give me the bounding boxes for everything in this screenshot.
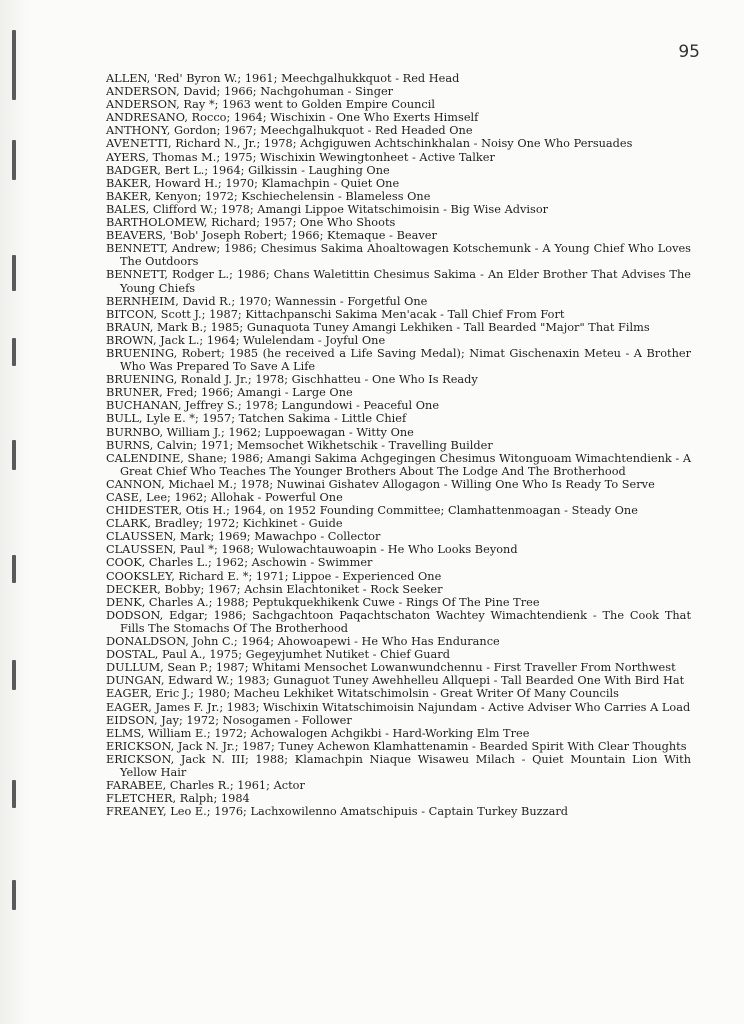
- list-item: BAKER, Howard H.; 1970; Klamachpin - Quiet One: [106, 176, 400, 190]
- name-list: [106, 72, 691, 818]
- list-item: CLAUSSEN, Paul *; 1968; Wulowachtauwoapin - He Who Looks Beyond: [106, 543, 518, 557]
- binding-mark: [12, 30, 16, 100]
- list-item: BALES, Clifford W.; 1978; Amangi Lippoe Witatschimoisin - Big Wise Advisor: [106, 202, 549, 216]
- list-item: AYERS, Thomas M.; 1975; Wischixin Wewingtonheet - Active Talker: [106, 150, 495, 164]
- list-item: DONALDSON, John C.; 1964; Ahowoapewi - He Who Has Endurance: [106, 635, 500, 649]
- list-item: DOSTAL, Paul A., 1975; Gegeyjumhet Nutiket - Chief Guard: [106, 648, 450, 662]
- list-item: EAGER, Eric J.; 1980; Macheu Lekhiket Witatschimolsin - Great Writer Of Many Councils: [106, 687, 619, 701]
- list-item: BENNETT, Andrew; 1986; Chesimus Sakima Ahoaltowagen Kotschemunk - A Young Chief Who Loves The Outdoors: [106, 242, 691, 269]
- list-item: CLAUSSEN, Mark; 1969; Mawachpo - Collector: [106, 530, 381, 544]
- list-item: ANDERSON, David; 1966; Nachgohuman - Singer: [106, 85, 394, 99]
- binding-mark: [12, 338, 16, 366]
- list-item: BURNS, Calvin; 1971; Memsochet Wikhetschik - Travelling Builder: [106, 438, 493, 452]
- list-item: BROWN, Jack L.; 1964; Wulelendam - Joyful One: [106, 333, 386, 347]
- list-item: COOK, Charles L.; 1962; Aschowin - Swimmer: [106, 556, 373, 570]
- binding-mark: [12, 555, 16, 583]
- list-item: AVENETTI, Richard N., Jr.; 1978; Achgiguwen Achtschinkhalan - Noisy One Who Persuades: [106, 137, 633, 151]
- list-item: BEAVERS, 'Bob' Joseph Robert; 1966; Ktemaque - Beaver: [106, 229, 437, 243]
- list-item: FLETCHER, Ralph; 1984: [106, 792, 250, 806]
- binding-mark: [12, 660, 16, 690]
- list-item: BRUNER, Fred; 1966; Amangi - Large One: [106, 386, 353, 400]
- list-item: CLARK, Bradley; 1972; Kichkinet - Guide: [106, 517, 343, 531]
- list-item: ANDRESANO, Rocco; 1964; Wischixin - One Who Exerts Himself: [106, 111, 479, 125]
- list-item: ALLEN, 'Red' Byron W.; 1961; Meechgalhukkquot - Red Head: [106, 72, 460, 85]
- list-item: DUNGAN, Edward W.; 1983; Gunaguot Tuney Awehhelleu Allquepi - Tall Bearded One With Bird Hat: [106, 674, 685, 688]
- list-item: BRUENING, Ronald J. Jr.; 1978; Gischhatteu - One Who Is Ready: [106, 373, 478, 387]
- list-item: COOKSLEY, Richard E. *; 1971; Lippoe - Experienced One: [106, 569, 442, 583]
- list-item: EIDSON, Jay; 1972; Nosogamen - Follower: [106, 713, 352, 727]
- list-item: DENK, Charles A.; 1988; Peptukquekhikenk Cuwe - Rings Of The Pine Tree: [106, 595, 540, 609]
- list-item: BRUENING, Robert; 1985 (he received a Life Saving Medal); Nimat Gischenaxin Meteu - A Brother Who Was Prepared To Save A Life: [106, 346, 691, 374]
- binding-mark: [12, 440, 16, 470]
- page-number: 95: [678, 42, 700, 62]
- list-item: CASE, Lee; 1962; Allohak - Powerful One: [106, 491, 343, 504]
- list-item: DODSON, Edgar; 1986; Sachgachtoon Paqachtschaton Wachtey Wimachtendienk - The Cook That Fills The Stomachs Of The Brotherhood: [106, 608, 691, 635]
- list-item: CALENDINE, Shane; 1986; Amangi Sakima Achgegingen Chesimus Witonguoam Wimachtendienk - A Great Chief Who Teaches The Younger Brothers About The Lodge And The Brotherhood: [106, 451, 691, 478]
- list-item: FARABEE, Charles R.; 1961; Actor: [106, 779, 305, 793]
- binding-mark: [12, 255, 16, 291]
- binding-mark: [12, 140, 16, 180]
- list-item: CHIDESTER, Otis H.; 1964, on 1952 Founding Committee; Clamhattenmoagan - Steady One: [106, 504, 638, 518]
- binding-mark: [12, 880, 16, 910]
- binding-mark: [12, 780, 16, 808]
- list-item: BENNETT, Rodger L.; 1986; Chans Waletittin Chesimus Sakima - An Elder Brother That Advises The Young Chiefs: [106, 268, 691, 295]
- list-item: ANTHONY, Gordon; 1967; Meechgalhukquot - Red Headed One: [106, 124, 473, 138]
- list-item: ELMS, William E.; 1972; Achowalogen Achgikbi - Hard-Working Elm Tree: [106, 726, 530, 740]
- list-item: BULL, Lyle E. *; 1957; Tatchen Sakima - Little Chief: [106, 412, 407, 426]
- list-item: BAKER, Kenyon; 1972; Kschiechelensin - Blameless One: [106, 189, 431, 203]
- list-item: BERNHEIM, David R.; 1970; Wannessin - Forgetful One: [106, 294, 428, 308]
- list-item: BARTHOLOMEW, Richard; 1957; One Who Shoots: [106, 216, 396, 230]
- list-item: ERICKSON, Jack N. Jr.; 1987; Tuney Achewon Klamhattenamin - Bearded Spirit With Clear Thoughts: [106, 739, 687, 753]
- list-item: BRAUN, Mark B.; 1985; Gunaquota Tuney Amangi Lekhiken - Tall Bearded "Major" That Films: [106, 320, 650, 334]
- list-item: DECKER, Bobby; 1967; Achsin Elachtoniket - Rock Seeker: [106, 582, 443, 596]
- list-item: CANNON, Michael M.; 1978; Nuwinai Gishatev Allogagon - Willing One Who Is Ready To Serve: [106, 477, 655, 491]
- list-item: BURNBO, William J.; 1962; Luppoewagan - Witty One: [106, 425, 414, 439]
- list-item: EAGER, James F. Jr.; 1983; Wischixin Witatschimoisin Najundam - Active Adviser Who Carries A Load: [106, 700, 691, 714]
- list-item: BITCON, Scott J.; 1987; Kittachpanschi Sakima Men'acak - Tall Chief From Fort: [106, 307, 565, 321]
- list-item: ANDERSON, Ray *; 1963 went to Golden Empire Council: [106, 98, 436, 112]
- list-item: BUCHANAN, Jeffrey S.; 1978; Langundowi - Peaceful One: [106, 399, 440, 413]
- list-item: ERICKSON, Jack N. III; 1988; Klamachpin Niaque Wisaweu Milach - Quiet Mountain Lion With Yellow Hair: [106, 752, 691, 779]
- list-item: DULLUM, Sean P.; 1987; Whitami Mensochet Lowanwundchennu - First Traveller From Northwest: [106, 661, 676, 675]
- list-item: FREANEY, Leo E.; 1976; Lachxowilenno Amatschipuis - Captain Turkey Buzzard: [106, 805, 569, 819]
- list-item: BADGER, Bert L.; 1964; Gilkissin - Laughing One: [106, 163, 390, 177]
